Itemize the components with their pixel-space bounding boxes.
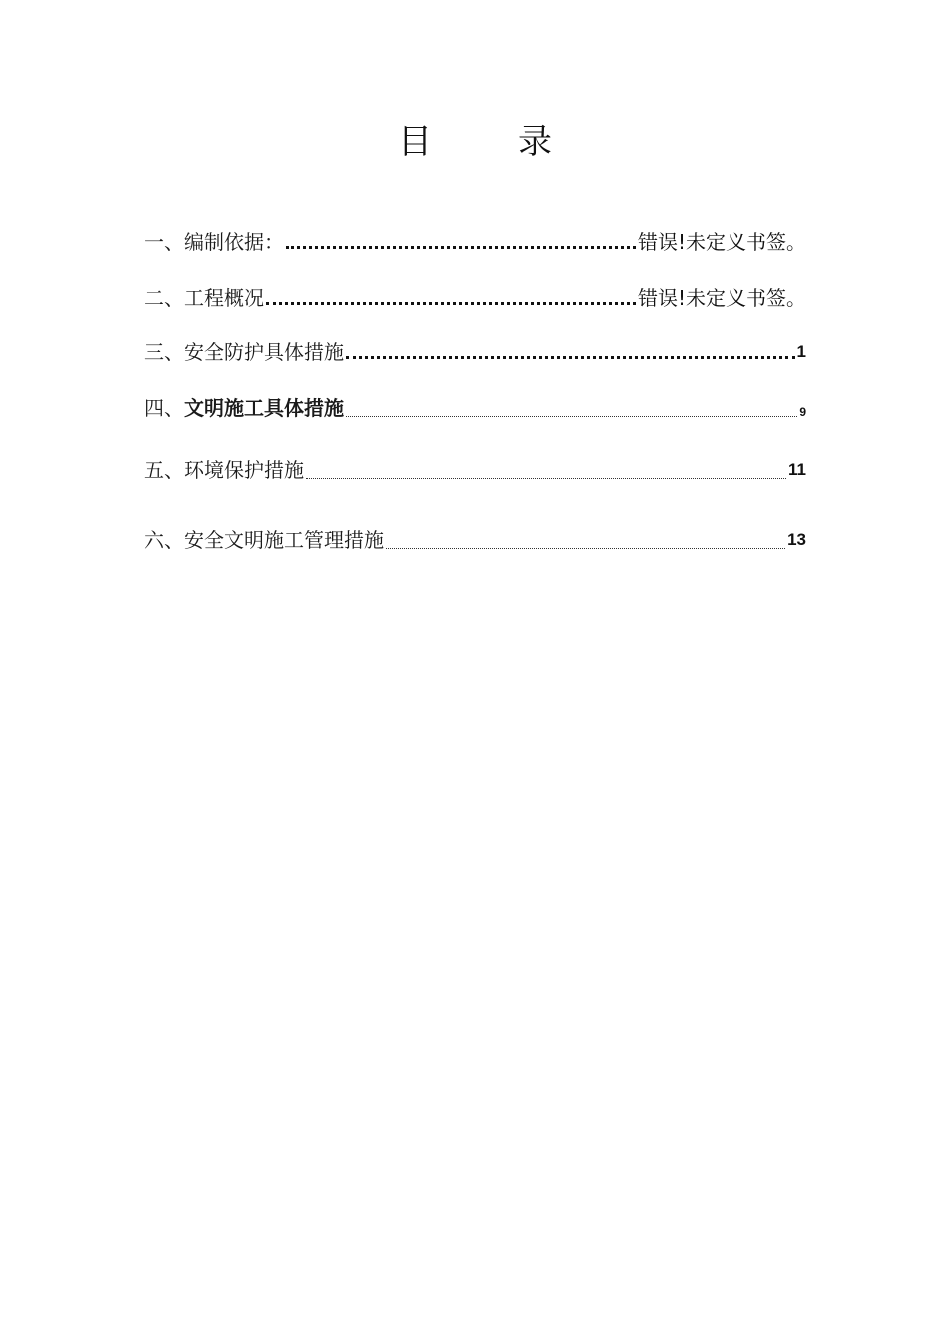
toc-entry-label: 三、安全防护具体措施 [144, 340, 344, 364]
toc-leader [306, 478, 786, 479]
toc-leader [386, 548, 785, 549]
toc-entry-page: 错误!未定义书签。 [637, 230, 806, 254]
toc-entry-label [144, 394, 344, 422]
toc-entry-1[interactable] [144, 224, 806, 256]
toc-entry-4[interactable] [144, 390, 806, 422]
toc-leader [346, 416, 797, 417]
toc-entry-page: 1 [796, 342, 806, 361]
title-char-1: 目 [398, 122, 432, 162]
toc-entry-5[interactable] [144, 452, 806, 484]
toc-entry-label-main: 文明施工具体措施 [184, 396, 344, 420]
toc-entry-6[interactable] [144, 522, 806, 554]
toc-entry-label: 二、工程概况 [144, 286, 264, 310]
title-char-2: 录 [518, 122, 552, 162]
toc-entry-label: 五、环境保护措施 [144, 458, 304, 482]
toc-entry-label: 六、安全文明施工管理措施 [144, 528, 384, 552]
toc-leader [286, 246, 636, 249]
toc-entry-page: 9 [799, 405, 806, 419]
page-title [0, 118, 950, 166]
toc-entry-2[interactable] [144, 280, 806, 312]
toc-entry-page: 13 [787, 530, 806, 549]
toc-leader [346, 356, 795, 359]
toc-entry-page: 11 [788, 460, 806, 479]
toc-entry-label: 一、编制依据： [144, 230, 284, 254]
toc-entry-page: 错误!未定义书签。 [637, 286, 806, 310]
toc-entry-3[interactable] [144, 334, 806, 366]
toc-entry-label-prefix: 四、 [144, 396, 184, 420]
toc-leader [266, 302, 636, 305]
